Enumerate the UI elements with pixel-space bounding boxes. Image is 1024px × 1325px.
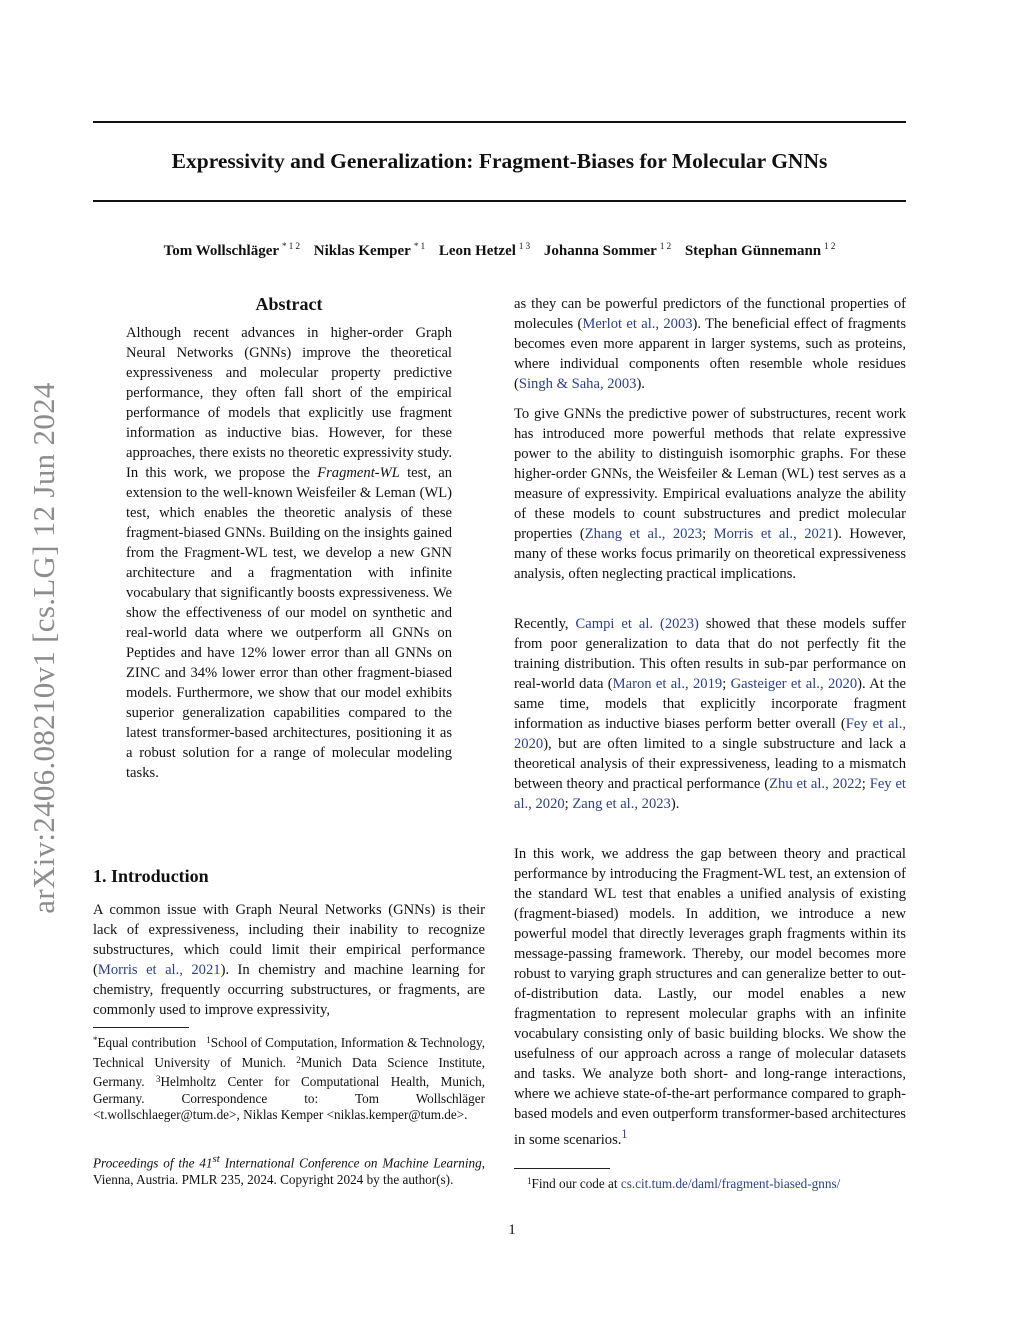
citation-link[interactable]: Morris et al., 2021 — [713, 526, 834, 542]
footnote-rule — [93, 1027, 189, 1028]
footnote-marker[interactable]: 1 — [621, 1127, 628, 1141]
author-list — [93, 234, 906, 263]
author: Tom Wollschläger $^{* 1 2}$ — [163, 241, 301, 259]
author: Leon Hetzel $^{1 3}$ — [438, 241, 531, 259]
citation-link[interactable]: Zhu et al., 2022 — [769, 776, 862, 792]
intro-paragraph: as they can be powerful predictors of the functional properties of molecules (Merlot et al., 2003). The beneficial effect of fragments becomes even more apparent in larger systems, such as proteins, where individual components often resemble whole residues (Singh & Saha, 2003). — [514, 296, 907, 392]
code-footnote: $^1$Find our code at cs.cit.tum.de/daml/fragment-biased-gnns/ — [527, 1176, 841, 1191]
abstract-heading: Abstract — [255, 294, 323, 314]
intro-paragraph: A common issue with Graph Neural Networks (GNNs) is their lack of expressiveness, including their inability to recognize substructures, which could limit their empirical performance (Morris et al., 2021). In chemistry and machine learning for chemistry, frequently occurring substructures, or fragments, are commonly used to improve expressivity, — [93, 902, 485, 1018]
page-number: 1 — [508, 1222, 516, 1238]
citation-link[interactable]: Zang et al., 2023 — [572, 796, 671, 812]
author: Johanna Sommer $^{1 2}$ — [543, 241, 672, 259]
citation-link[interactable]: Merlot et al., 2003 — [582, 316, 693, 332]
title-bottom-rule — [93, 200, 906, 202]
paper-title: Expressivity and Generalization: Fragment-Biases for Molecular GNNs — [171, 149, 828, 173]
author: Niklas Kemper $^{* 1}$ — [313, 241, 426, 259]
affiliation-footnotes: *Equal contribution $^1$School of Computation, Information & Technology, Technical University of Munich. $^2$Munich Data Science Institute, Germany. $^3$Helmholtz Center for Computational Health, Munich, Germany. Correspondence to: Tom Wollschläger <t.wollschlaeger@tum.de>, Niklas Kemper <niklas.kemper@tum.de>. — [93, 1035, 486, 1122]
intro-paragraph: Recently, Campi et al. (2023) showed that these models suffer from poor generalization to data that do not perfectly fit the training distribution. This often results in sub-par performance on real-world data (Maron et al., 2019; Gasteiger et al., 2020). At the same time, models that explicitly incorporate fragment information as inductive biases perform better overall (Fey et al., 2020), but are often limited to a single substructure and lack a theoretical analysis of their expressiveness, leading to a mismatch between theory and practical performance (Zhu et al., 2022; Fey et al., 2020; Zang et al., 2023). — [514, 616, 906, 812]
proceedings-note: Proceedings of the 41st International Conference on Machine Learning, Vienna, Austria. PMLR 235, 2024. Copyright 2024 by the author(s). — [93, 1153, 485, 1187]
citation-link[interactable]: Zhang et al., 2023 — [584, 526, 703, 542]
footnote-rule — [514, 1168, 610, 1169]
intro-paragraph: To give GNNs the predictive power of substructures, recent work has introduced more powerful methods that relate expressive power to the ability to distinguish isomorphic graphs. For these higher-order GNNs, the Weisfeiler & Leman (WL) test serves as a measure of expressivity. Empirical evaluations analyze the ability of these models to count substructures and predict molecular properties (Zhang et al., 2023; Morris et al., 2021). However, many of these works focus primarily on theoretical expressiveness analysis, often neglecting practical implications. — [514, 406, 906, 582]
citation-link[interactable]: Gasteiger et al., 2020 — [730, 676, 858, 692]
intro-paragraph: In this work, we address the gap between theory and practical performance by introducing the Fragment-WL test, an extension of the standard WL test that enables a unified analysis of existing (fragment-biased) models. In addition, we introduce a new powerful model that directly leverages graph fragments within its message-passing framework. Thereby, our model becomes more robust to varying graph structures and can generalize better to out-of-distribution data. Lastly, our model enables a new fragmentation to represent molecular graphs with an infinite vocabulary consisting only of basic building blocks. We show the usefulness of our approach across a range of molecular datasets and tasks. We analyze both short- and long-range interactions, where we achieve state-of-the-art performance compared to graph-based models and even outperform transformer-based architectures in some scenarios.$^1$ — [514, 846, 906, 1148]
citation-link[interactable]: Campi et al. (2023) — [575, 616, 699, 632]
citation-link[interactable]: Morris et al., 2021 — [97, 962, 221, 978]
code-link[interactable]: cs.cit.tum.de/daml/fragment-biased-gnns/ — [620, 1176, 841, 1191]
author: Stephan Günnemann $^{1 2}$ — [684, 241, 836, 259]
abstract-body: Although recent advances in higher-order Graph Neural Networks (GNNs) improve the theoretical expressiveness and molecular property predictive performance, they often fall short of the empirical performance of models that explicitly use fragment information as inductive bias. However, for these approaches, there exists no theoretic expressivity study. In this work, we propose the Fragment-WL test, an extension to the well-known Weisfeiler & Leman (WL) test, which enables the theoretic analysis of these fragment-biased GNNs. Building on the insights gained from the Fragment-WL test, we develop a new GNN architecture and a fragmentation with infinite vocabulary that significantly boosts expressiveness. We show the effectiveness of our model on synthetic and real-world data where we outperform all GNNs on Peptides and have 12% lower error than all GNNs on ZINC and 34% lower error than other fragment-biased models. Furthermore, we show that our model exhibits superior generalization capabilities compared to the latest transformer-based architectures, positioning it as a robust solution for a range of molecular modeling tasks. — [126, 325, 452, 781]
citation-link[interactable]: Fey et al., 2020 — [514, 776, 906, 812]
citation-link[interactable]: Fey et al., 2020 — [514, 716, 906, 752]
arxiv-stamp-text: arXiv:2406.08210v1 [cs.LG] 12 Jun 2024 — [26, 382, 61, 914]
title-top-rule — [93, 121, 906, 123]
citation-link[interactable]: Maron et al., 2019 — [612, 676, 723, 692]
section-heading-introduction: 1. Introduction — [93, 866, 209, 886]
citation-link[interactable]: Singh & Saha, 2003 — [518, 376, 637, 392]
